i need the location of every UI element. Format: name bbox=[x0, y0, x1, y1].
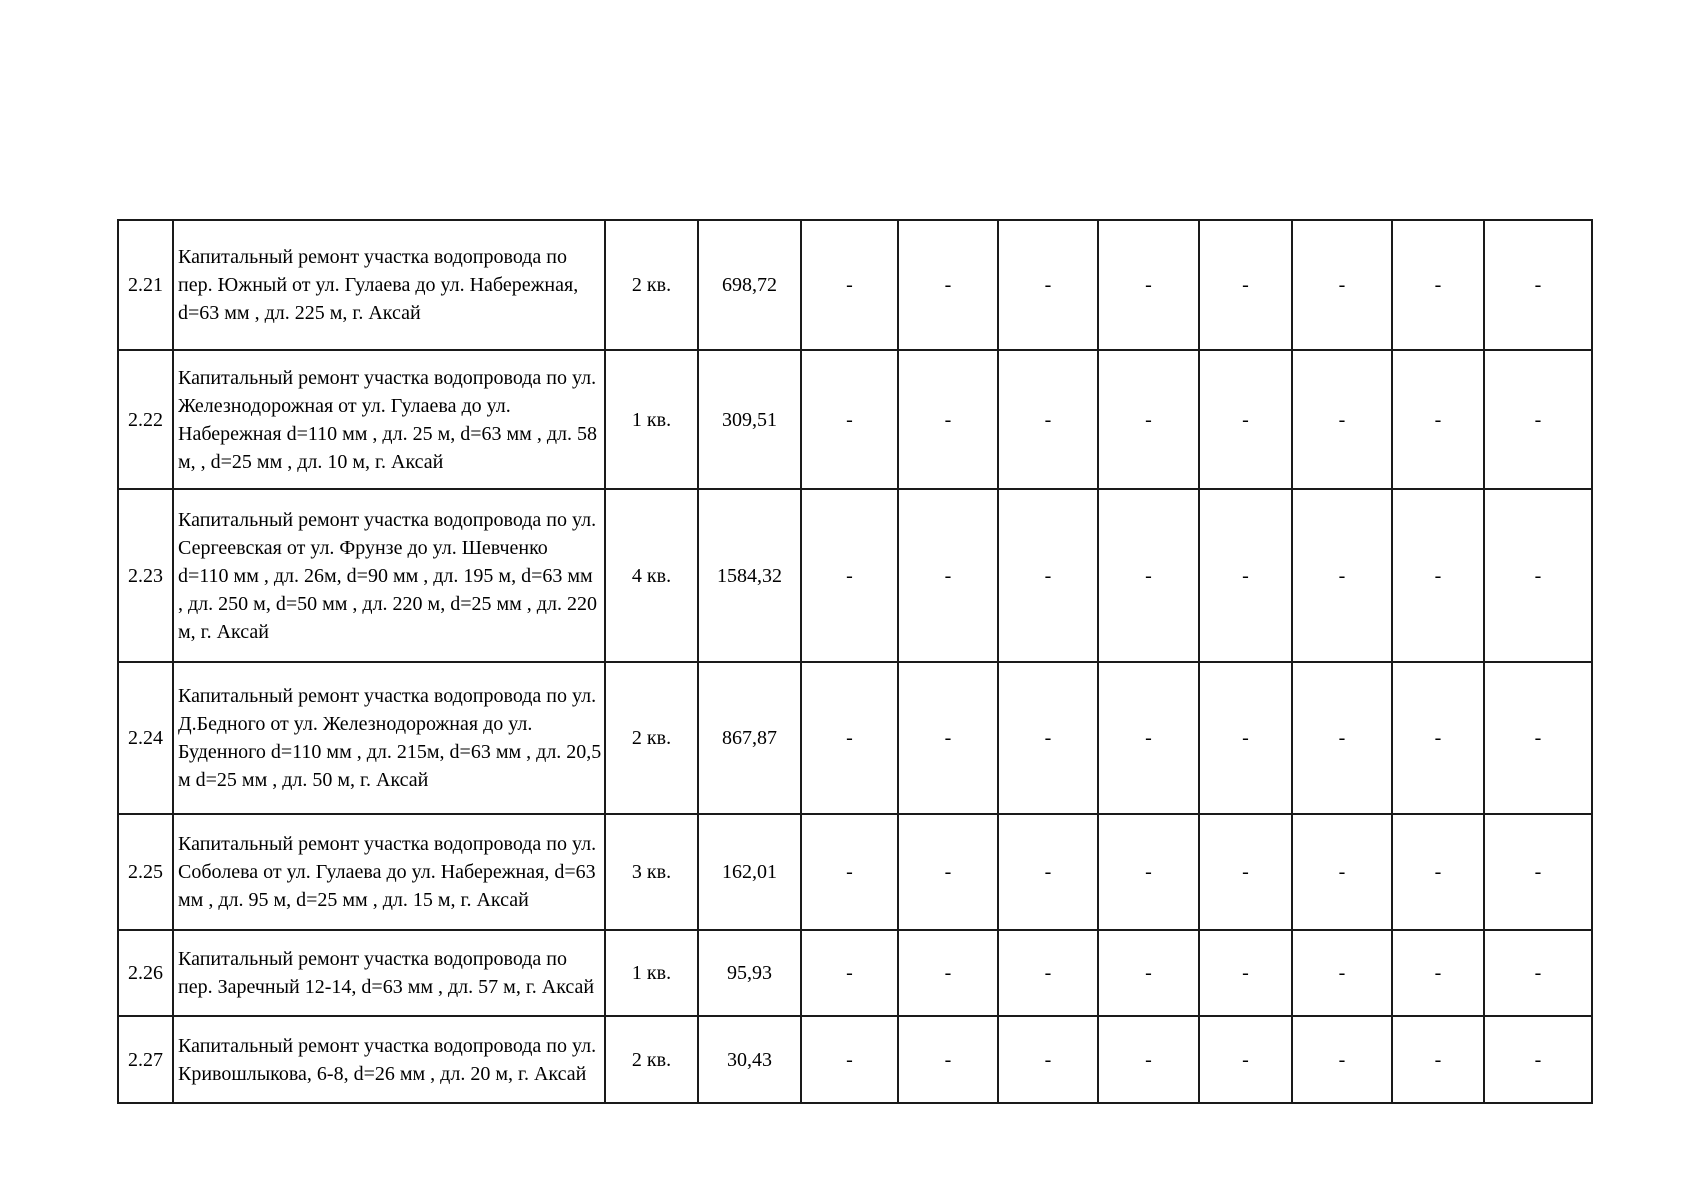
empty-value-cell: - bbox=[1199, 930, 1292, 1016]
empty-value-cell: - bbox=[1292, 489, 1392, 662]
empty-value-cell: - bbox=[801, 1016, 898, 1103]
amount: 162,01 bbox=[698, 814, 801, 930]
quarter: 3 кв. bbox=[605, 814, 698, 930]
empty-value-cell: - bbox=[1098, 814, 1199, 930]
empty-value-cell: - bbox=[998, 350, 1098, 489]
empty-value-cell: - bbox=[1292, 220, 1392, 350]
empty-value-cell: - bbox=[1199, 489, 1292, 662]
empty-value-cell: - bbox=[998, 930, 1098, 1016]
quarter: 4 кв. bbox=[605, 489, 698, 662]
quarter: 1 кв. bbox=[605, 350, 698, 489]
empty-value-cell: - bbox=[1098, 1016, 1199, 1103]
amount: 698,72 bbox=[698, 220, 801, 350]
empty-value-cell: - bbox=[1199, 814, 1292, 930]
empty-value-cell: - bbox=[998, 220, 1098, 350]
quarter: 2 кв. bbox=[605, 1016, 698, 1103]
empty-value-cell: - bbox=[898, 930, 998, 1016]
table-row bbox=[118, 1016, 1592, 1103]
empty-value-cell: - bbox=[898, 814, 998, 930]
work-description: Капитальный ремонт участка водопровода по ул. Кривошлыкова, 6-8, d=26 мм , дл. 20 м, г. Аксай bbox=[173, 1016, 605, 1103]
empty-value-cell: - bbox=[1199, 662, 1292, 814]
empty-value-cell: - bbox=[1392, 1016, 1484, 1103]
empty-value-cell: - bbox=[1199, 350, 1292, 489]
empty-value-cell: - bbox=[898, 662, 998, 814]
amount: 1584,32 bbox=[698, 489, 801, 662]
empty-value-cell: - bbox=[1098, 662, 1199, 814]
empty-value-cell: - bbox=[1392, 814, 1484, 930]
empty-value-cell: - bbox=[801, 220, 898, 350]
empty-value-cell: - bbox=[898, 1016, 998, 1103]
empty-value-cell: - bbox=[1484, 220, 1592, 350]
amount: 30,43 bbox=[698, 1016, 801, 1103]
empty-value-cell: - bbox=[998, 662, 1098, 814]
table-row bbox=[118, 814, 1592, 930]
work-description: Капитальный ремонт участка водопровода по ул. Железнодорожная от ул. Гулаева до ул. Набережная d=110 мм , дл. 25 м, d=63 мм , дл. 58 м, , d=25 мм , дл. 10 м, г. Аксай bbox=[173, 350, 605, 489]
empty-value-cell: - bbox=[1392, 930, 1484, 1016]
empty-value-cell: - bbox=[1199, 1016, 1292, 1103]
empty-value-cell: - bbox=[1484, 350, 1592, 489]
empty-value-cell: - bbox=[1292, 662, 1392, 814]
empty-value-cell: - bbox=[1292, 350, 1392, 489]
empty-value-cell: - bbox=[998, 489, 1098, 662]
work-description: Капитальный ремонт участка водопровода по ул. Сергеевская от ул. Фрунзе до ул. Шевченко d=110 мм , дл. 26м, d=90 мм , дл. 195 м, d=63 мм , дл. 250 м, d=50 мм , дл. 220 м, d=25 мм , дл. 220 м, г. Аксай bbox=[173, 489, 605, 662]
row-number: 2.27 bbox=[118, 1016, 173, 1103]
quarter: 1 кв. bbox=[605, 930, 698, 1016]
empty-value-cell: - bbox=[1199, 220, 1292, 350]
amount: 867,87 bbox=[698, 662, 801, 814]
empty-value-cell: - bbox=[1098, 220, 1199, 350]
empty-value-cell: - bbox=[898, 220, 998, 350]
table-row bbox=[118, 489, 1592, 662]
table-row bbox=[118, 662, 1592, 814]
empty-value-cell: - bbox=[1392, 489, 1484, 662]
row-number: 2.26 bbox=[118, 930, 173, 1016]
works-table bbox=[117, 219, 1593, 1104]
table-body bbox=[118, 220, 1592, 1103]
empty-value-cell: - bbox=[998, 814, 1098, 930]
work-description: Капитальный ремонт участка водопровода по пер. Южный от ул. Гулаева до ул. Набережная, d=63 мм , дл. 225 м, г. Аксай bbox=[173, 220, 605, 350]
empty-value-cell: - bbox=[898, 350, 998, 489]
empty-value-cell: - bbox=[1392, 350, 1484, 489]
row-number: 2.21 bbox=[118, 220, 173, 350]
empty-value-cell: - bbox=[1292, 814, 1392, 930]
table-row bbox=[118, 350, 1592, 489]
empty-value-cell: - bbox=[1484, 1016, 1592, 1103]
empty-value-cell: - bbox=[801, 350, 898, 489]
quarter: 2 кв. bbox=[605, 220, 698, 350]
row-number: 2.25 bbox=[118, 814, 173, 930]
empty-value-cell: - bbox=[1392, 662, 1484, 814]
table-row bbox=[118, 220, 1592, 350]
row-number: 2.22 bbox=[118, 350, 173, 489]
empty-value-cell: - bbox=[1098, 489, 1199, 662]
empty-value-cell: - bbox=[1098, 350, 1199, 489]
empty-value-cell: - bbox=[1484, 814, 1592, 930]
work-description: Капитальный ремонт участка водопровода по ул. Соболева от ул. Гулаева до ул. Набережная, d=63 мм , дл. 95 м, d=25 мм , дл. 15 м, г. Аксай bbox=[173, 814, 605, 930]
table-row bbox=[118, 930, 1592, 1016]
empty-value-cell: - bbox=[898, 489, 998, 662]
empty-value-cell: - bbox=[1484, 662, 1592, 814]
empty-value-cell: - bbox=[801, 662, 898, 814]
empty-value-cell: - bbox=[1098, 930, 1199, 1016]
work-description: Капитальный ремонт участка водопровода по пер. Заречный 12-14, d=63 мм , дл. 57 м, г. Аксай bbox=[173, 930, 605, 1016]
empty-value-cell: - bbox=[801, 489, 898, 662]
empty-value-cell: - bbox=[1484, 489, 1592, 662]
work-description: Капитальный ремонт участка водопровода по ул. Д.Бедного от ул. Железнодорожная до ул. Буденного d=110 мм , дл. 215м, d=63 мм , дл. 20,5 м d=25 мм , дл. 50 м, г. Аксай bbox=[173, 662, 605, 814]
quarter: 2 кв. bbox=[605, 662, 698, 814]
empty-value-cell: - bbox=[801, 814, 898, 930]
empty-value-cell: - bbox=[998, 1016, 1098, 1103]
amount: 309,51 bbox=[698, 350, 801, 489]
row-number: 2.24 bbox=[118, 662, 173, 814]
amount: 95,93 bbox=[698, 930, 801, 1016]
empty-value-cell: - bbox=[1292, 1016, 1392, 1103]
empty-value-cell: - bbox=[1292, 930, 1392, 1016]
empty-value-cell: - bbox=[1392, 220, 1484, 350]
empty-value-cell: - bbox=[801, 930, 898, 1016]
empty-value-cell: - bbox=[1484, 930, 1592, 1016]
row-number: 2.23 bbox=[118, 489, 173, 662]
